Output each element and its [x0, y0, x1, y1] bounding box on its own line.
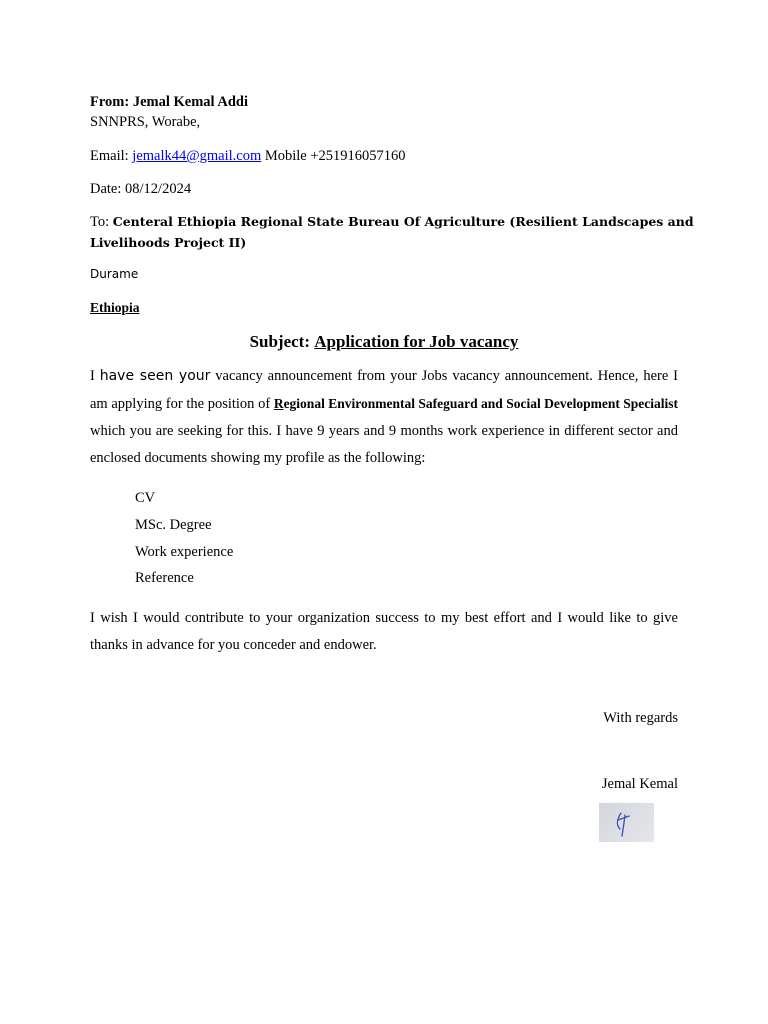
mobile-number: Mobile +251916057160	[264, 148, 406, 164]
signature-icon	[599, 803, 654, 842]
signer-name: Jemal Kemal	[601, 776, 678, 792]
enclosure-item: Reference	[135, 570, 194, 586]
email-link[interactable]: jemalk44@gmail.com	[132, 148, 262, 164]
recipient-country: Ethiopia	[90, 300, 140, 315]
email-label: Email:	[90, 148, 129, 164]
sender-address: SNNPRS, Worabe,	[90, 114, 201, 130]
letter-date: Date: 08/12/2024	[90, 181, 192, 197]
enclosure-item: MSc. Degree	[135, 517, 212, 533]
sender-name: From: Jemal Kemal Addi	[90, 94, 249, 110]
position-initial: R	[273, 396, 284, 411]
recipient-org-line-1: Centeral Ethiopia Regional State Bureau Of Agriculture (Resilient Landscapes and	[112, 214, 694, 229]
contact-line	[90, 148, 406, 165]
p1-have-seen: have seen your	[99, 368, 211, 384]
p1-start: I	[90, 368, 95, 384]
subject-text: Application for Job vacancy	[314, 332, 519, 351]
recipient-line-1	[90, 214, 694, 231]
to-label: To:	[90, 214, 110, 230]
enclosure-item: Work experience	[135, 544, 234, 560]
recipient-org-line-2: Livelihoods Project II)	[90, 235, 247, 250]
signature-image	[599, 803, 654, 842]
recipient-city: Durame	[90, 267, 139, 281]
subject-line	[0, 332, 768, 352]
closing-regards: With regards	[603, 710, 678, 726]
body-paragraph-2: I wish I would contribute to your organization success to my best effort and I would like to give thanks in advance for you conceder and endower.	[90, 610, 678, 653]
position-title	[274, 396, 678, 411]
position-rest: egional Environmental Safeguard and Social Development Specialist	[283, 396, 678, 411]
body-paragraph-1	[90, 363, 678, 472]
p1-end: which you are seeking for this. I have 9 years and 9 months work experience in different sector and enclosed documents showing my profile as the following:	[90, 423, 678, 466]
enclosure-item: CV	[135, 490, 156, 506]
p1-middle: vacancy announcement from your Jobs vacancy announcement. Hence, here I am applying for the position of	[90, 368, 678, 412]
subject-label: Subject:	[249, 332, 311, 351]
